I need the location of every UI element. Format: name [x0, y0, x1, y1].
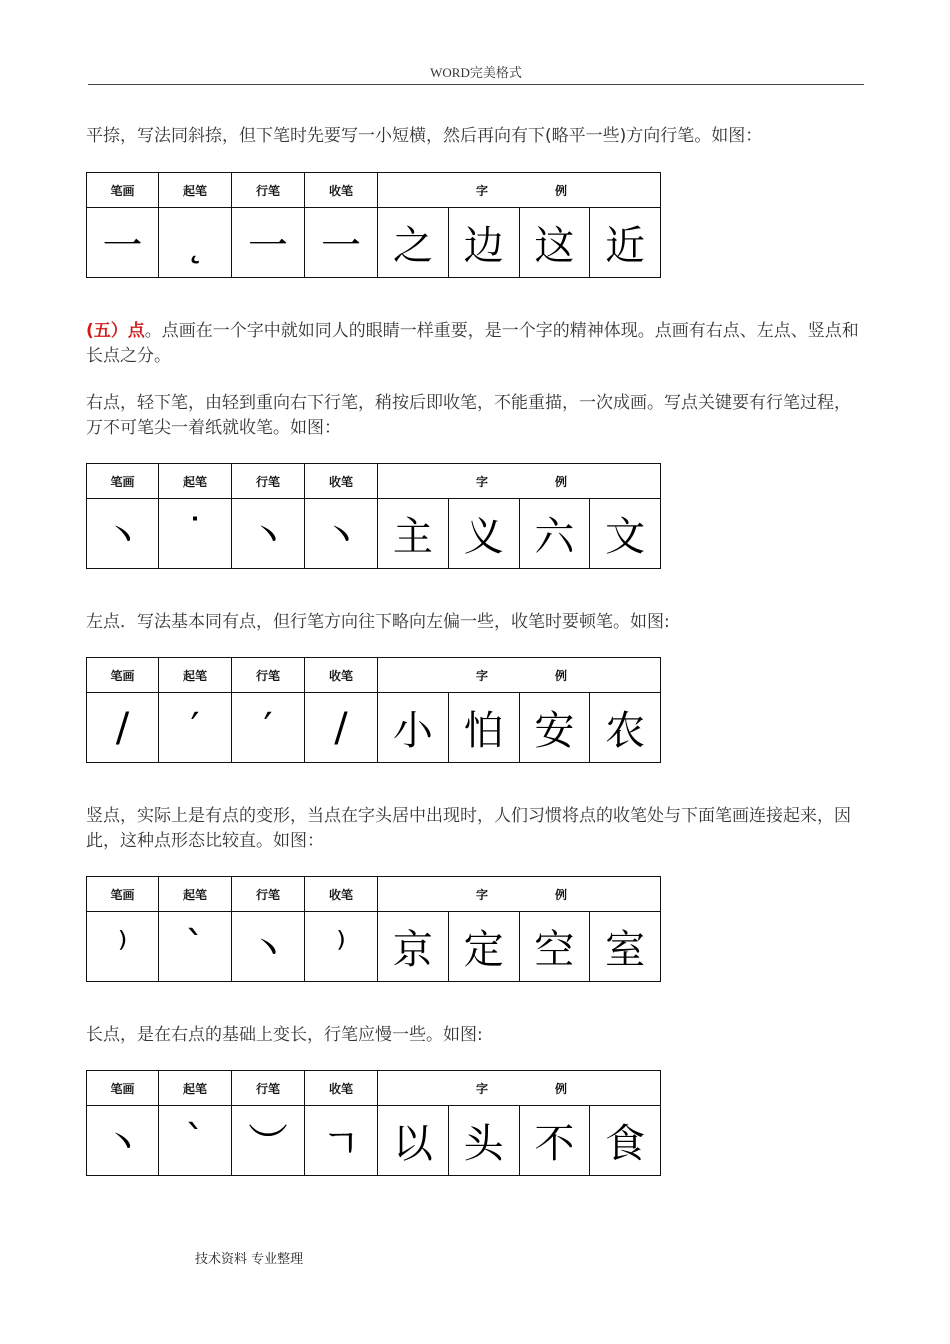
stroke-table-long-dot [86, 1070, 661, 1176]
example-char: 边 [448, 208, 519, 278]
header-examples: 字 例 [378, 464, 661, 499]
header-stroke: 笔画 [87, 877, 159, 912]
stroke-cell: / [87, 693, 159, 763]
stroke-table-left-dot [86, 657, 661, 763]
header-end: 收笔 [305, 1071, 378, 1106]
start-cell: ˙ [159, 499, 232, 569]
move-cell: 一 [232, 208, 305, 278]
stroke-cell: 丶 [87, 1106, 159, 1176]
move-cell: ︶ [232, 1106, 305, 1176]
start-cell: ˋ [159, 1106, 232, 1176]
stroke-table-pingna [86, 172, 661, 278]
example-char: 以 [378, 1106, 449, 1176]
paragraph-dot-intro [86, 319, 866, 369]
header-move: 行笔 [232, 1071, 305, 1106]
move-cell: 丶 [232, 912, 305, 982]
header-start: 起笔 [159, 464, 232, 499]
section-body: 。点画在一个字中就如同人的眼睛一样重要，是一个字的精神体现。点画有右点、左点、竖点和长点之分。 [86, 321, 859, 366]
start-cell: ˛ [159, 208, 232, 278]
start-cell: ′ [159, 693, 232, 763]
paragraph-long-dot: 长点，是在右点的基础上变长，行笔应慢一些。如图: [86, 1025, 483, 1045]
header-examples: 字 例 [378, 877, 661, 912]
example-char: 空 [519, 912, 590, 982]
header-examples: 字 例 [378, 658, 661, 693]
stroke-table-vertical-dot [86, 876, 661, 982]
header-start: 起笔 [159, 173, 232, 208]
header-end: 收笔 [305, 877, 378, 912]
example-char: 怕 [448, 693, 519, 763]
header-stroke: 笔画 [87, 464, 159, 499]
example-char: 六 [519, 499, 590, 569]
stroke-table-right-dot [86, 463, 661, 569]
stroke-cell: ⁾ [87, 912, 159, 982]
example-char: 食 [590, 1106, 661, 1176]
end-cell: ㄱ [305, 1106, 378, 1176]
page-header [88, 62, 864, 85]
move-cell: 丶 [232, 499, 305, 569]
header-stroke: 笔画 [87, 173, 159, 208]
start-cell: ˋ [159, 912, 232, 982]
paragraph-right-dot: 右点，轻下笔，由轻到重向右下行笔，稍按后即收笔，不能重描，一次成画。写点关键要有行笔过程，万不可笔尖一着纸就收笔。如图： [86, 393, 851, 438]
example-char: 义 [448, 499, 519, 569]
header-end: 收笔 [305, 464, 378, 499]
header-stroke: 笔画 [87, 1071, 159, 1106]
stroke-cell: 丶 [87, 499, 159, 569]
move-cell: ′ [232, 693, 305, 763]
header-stroke: 笔画 [87, 658, 159, 693]
example-char: 头 [448, 1106, 519, 1176]
example-char: 近 [590, 208, 661, 278]
page-footer: 技术资料 专业整理 [195, 1252, 304, 1267]
end-cell: ⁾ [305, 912, 378, 982]
stroke-cell: 一 [87, 208, 159, 278]
example-char: 不 [519, 1106, 590, 1176]
paragraph-left-dot: 左点．写法基本同有点，但行笔方向往下略向左偏一些，收笔时要顿笔。如图: [86, 612, 670, 632]
end-cell: / [305, 693, 378, 763]
example-char: 安 [519, 693, 590, 763]
header-start: 起笔 [159, 1071, 232, 1106]
header-move: 行笔 [232, 464, 305, 499]
example-char: 农 [590, 693, 661, 763]
example-char: 室 [590, 912, 661, 982]
header-end: 收笔 [305, 173, 378, 208]
header-move: 行笔 [232, 658, 305, 693]
header-start: 起笔 [159, 658, 232, 693]
header-examples: 字 例 [378, 173, 661, 208]
example-char: 定 [448, 912, 519, 982]
paragraph-pingna: 平捺，写法同斜捺，但下笔时先要写一小短横，然后再向有下(略平一些)方向行笔。如图： [86, 126, 763, 146]
end-cell: 丶 [305, 499, 378, 569]
paragraph-vertical-dot: 竖点，实际上是有点的变形，当点在字头居中出现时，人们习惯将点的收笔处与下面笔画连接起来，因此，这种点形态比较直。如图： [86, 806, 851, 851]
section-title: (五）点 [86, 321, 145, 341]
end-cell: 一 [305, 208, 378, 278]
header-move: 行笔 [232, 877, 305, 912]
header-end: 收笔 [305, 658, 378, 693]
header-start: 起笔 [159, 877, 232, 912]
example-char: 主 [378, 499, 449, 569]
example-char: 文 [590, 499, 661, 569]
header-examples: 字 例 [378, 1071, 661, 1106]
example-char: 这 [519, 208, 590, 278]
example-char: 小 [378, 693, 449, 763]
header-title: WORD完美格式 [430, 65, 522, 80]
example-char: 京 [378, 912, 449, 982]
header-move: 行笔 [232, 173, 305, 208]
example-char: 之 [378, 208, 449, 278]
